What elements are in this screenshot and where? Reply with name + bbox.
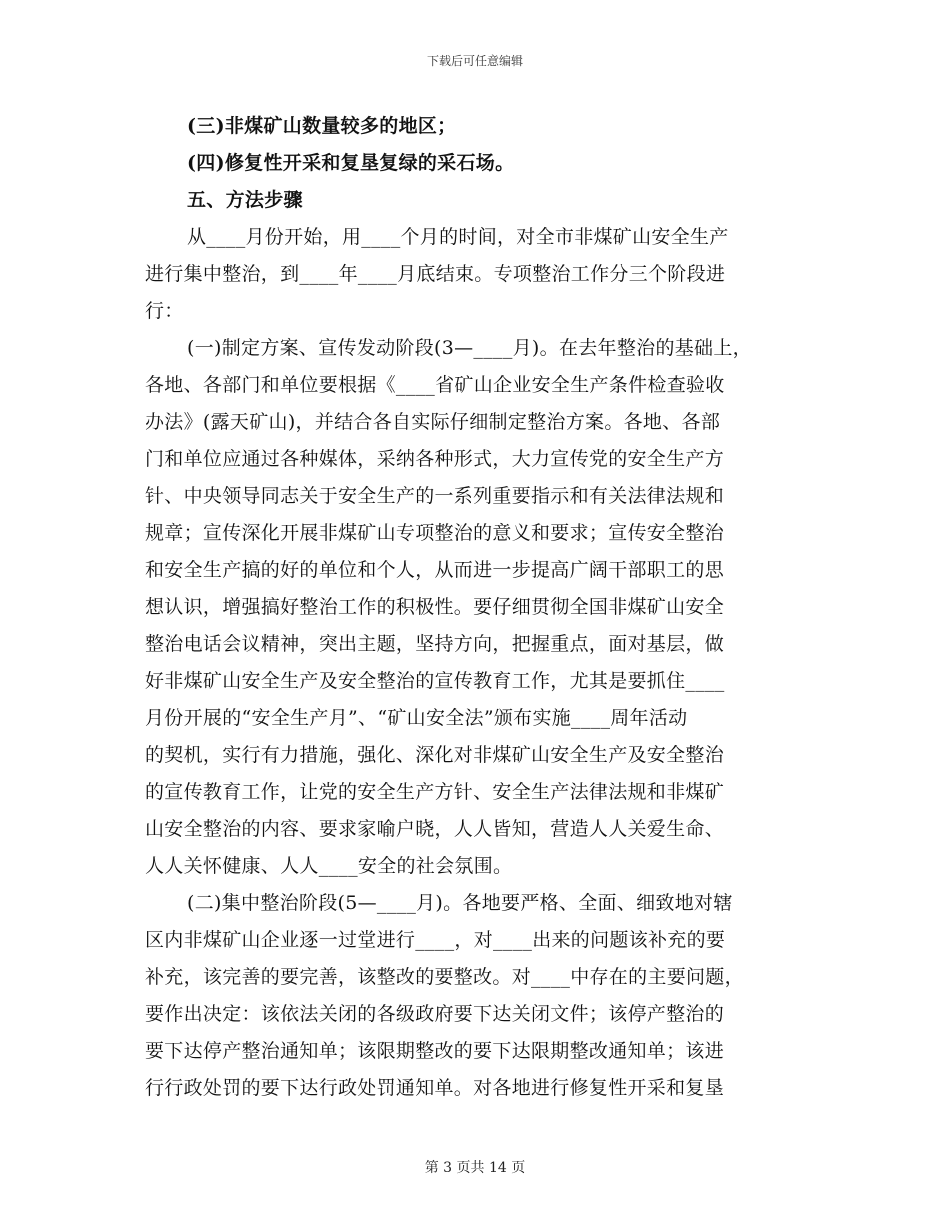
text-line: 的契机，实行有力措施，强化、深化对非煤矿山安全生产及安全整治 — [145, 744, 725, 766]
text-line: 的宣传教育工作，让党的安全生产方针、安全生产法律法规和非煤矿 — [145, 781, 725, 803]
text-line: 办法》(露天矿山)，并结合各自实际仔细制定整治方案。各地、各部 — [145, 411, 721, 433]
text-line: 区内非煤矿山企业逐一过堂进行____，对____出来的问题该补充的要 — [145, 929, 726, 951]
text-line: 要作出决定：该依法关闭的各级政府要下达关闭文件；该停产整治的 — [145, 1003, 725, 1025]
text-line: 好非煤矿山安全生产及安全整治的宣传教育工作，尤其是要抓住____ — [145, 670, 725, 692]
page-header: 下载后可任意编辑 — [426, 54, 523, 68]
text-line: 和安全生产搞的好的单位和个人，从而进一步提高广阔干部职工的思 — [145, 559, 725, 581]
text-line: 月份开展的“安全生产月”、“矿山安全法”颁布实施____周年活动 — [145, 707, 688, 729]
text-line: 针、中央领导同志关于安全生产的一系列重要指示和有关法律法规和 — [145, 485, 725, 507]
text-line: 从____月份开始，用____个月的时间，对全市非煤矿山安全生产 — [187, 226, 729, 248]
text-line: 整治电话会议精神，突出主题，坚持方向，把握重点，面对基层，做 — [145, 633, 725, 655]
text-line: 行行政处罚的要下达行政处罚通知单。对各地进行修复性开采和复垦 — [145, 1077, 725, 1099]
text-line: 各地、各部门和单位要根据《____省矿山企业安全生产条件检查验收 — [145, 374, 725, 396]
text-line: 行： — [145, 300, 184, 322]
text-line: 规章；宣传深化开展非煤矿山专项整治的意义和要求；宣传安全整治 — [145, 522, 725, 544]
text-line: 想认识，增强搞好整治工作的积极性。要仔细贯彻全国非煤矿山安全 — [145, 596, 725, 618]
text-line: (四)修复性开采和复垦复绿的采石场。 — [187, 152, 515, 174]
text-line: 进行集中整治，到____年____月底结束。专项整治工作分三个阶段进 — [145, 263, 726, 285]
text-line: (二)集中整治阶段(5—____月)。各地要严格、全面、细致地对辖 — [187, 892, 733, 914]
text-line: 要下达停产整治通知单；该限期整改的要下达限期整改通知单；该进 — [145, 1040, 725, 1062]
text-line: 补充，该完善的要完善，该整改的要整改。对____中存在的主要问题， — [145, 966, 744, 988]
text-line: 人人关怀健康、人人____安全的社会氛围。 — [145, 855, 513, 877]
text-line: 山安全整治的内容、要求家喻户晓，人人皆知，营造人人关爱生命、 — [145, 818, 725, 840]
text-line: 五、方法步骤 — [187, 189, 303, 211]
document-body — [145, 108, 805, 1107]
page-footer: 第 3 页共 14 页 — [424, 1160, 526, 1176]
text-line: 门和单位应通过各种媒体，采纳各种形式，大力宣传党的安全生产方 — [145, 448, 725, 470]
text-line: (三)非煤矿山数量较多的地区； — [187, 115, 457, 137]
text-line: (一)制定方案、宣传发动阶段(3—____月)。在去年整治的基础上， — [187, 337, 752, 359]
